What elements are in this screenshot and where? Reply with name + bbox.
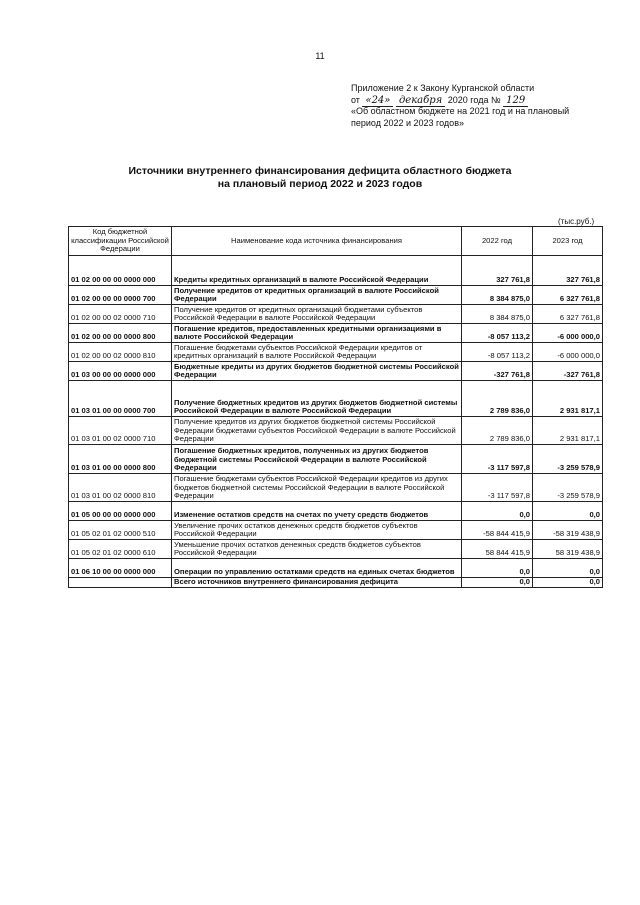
handwritten-day: «24» <box>362 95 393 107</box>
appendix-line-3: «Об областном бюджете на 2021 год и на плановый <box>351 106 570 116</box>
row-name: Уменьшение прочих остатков денежных средств бюджетов субъектов Российской Федерации <box>172 540 462 559</box>
row-name: Бюджетные кредиты из других бюджетов бюджетной системы Российской Федерации <box>172 362 462 381</box>
handwritten-month: декабря <box>396 95 445 107</box>
row-name: Всего источников внутреннего финансирования дефицита <box>172 578 462 588</box>
row-name: Изменение остатков средств на счетах по учету средств бюджетов <box>172 502 462 521</box>
row-code: 01 02 00 00 00 0000 700 <box>69 286 172 305</box>
row-value-2022: -8 057 113,2 <box>462 343 533 362</box>
row-value-2023: 58 319 438,9 <box>533 540 603 559</box>
appendix-header <box>351 83 631 129</box>
table-row <box>69 521 603 540</box>
units-label: (тыс.руб.) <box>558 217 595 226</box>
row-value-2022: 58 844 415,9 <box>462 540 533 559</box>
header-name: Наименование кода источника финансирования <box>172 227 462 256</box>
document-title <box>0 165 640 191</box>
table-row <box>69 324 603 343</box>
table-row <box>69 256 603 286</box>
appendix-line-2 <box>351 95 631 107</box>
row-name: Операции по управлению остатками средств на единых счетах бюджетов <box>172 559 462 578</box>
row-code <box>69 578 172 588</box>
table-row <box>69 362 603 381</box>
row-name: Увеличение прочих остатков денежных средств бюджетов субъектов Российской Федерации <box>172 521 462 540</box>
financing-sources-table <box>68 226 603 588</box>
row-value-2022: 2 789 836,0 <box>462 417 533 445</box>
row-value-2022: 8 384 875,0 <box>462 305 533 324</box>
date-from-label: от <box>351 94 360 105</box>
row-value-2022: -3 117 597,8 <box>462 445 533 474</box>
row-value-2023: 6 327 761,8 <box>533 305 603 324</box>
row-code: 01 03 01 00 02 0000 810 <box>69 474 172 502</box>
table-row <box>69 381 603 417</box>
row-name: Погашение кредитов, предоставленных кредитными организациями в валюте Российской Федерации <box>172 324 462 343</box>
row-value-2023: -58 319 438,9 <box>533 521 603 540</box>
title-line-1: Источники внутреннего финансирования дефицита областного бюджета <box>128 165 512 177</box>
table-row <box>69 286 603 305</box>
row-value-2022: 0,0 <box>462 559 533 578</box>
header-2023: 2023 год <box>533 227 603 256</box>
row-value-2023: 327 761,8 <box>533 256 603 286</box>
table-row <box>69 445 603 474</box>
row-value-2022: 0,0 <box>462 502 533 521</box>
row-value-2023: -6 000 000,0 <box>533 324 603 343</box>
row-value-2023: 0,0 <box>533 578 603 588</box>
row-name: Погашение бюджетами субъектов Российской Федерации кредитов из других бюджетов бюджетной системы Российской Федерации в валюте Российской Федерации <box>172 474 462 502</box>
table-row <box>69 540 603 559</box>
appendix-line-1: Приложение 2 к Закону Курганской области <box>351 83 535 93</box>
row-name: Погашение бюджетных кредитов, полученных из других бюджетов бюджетной системы Российской Федерации в валюте Российской Федерации <box>172 445 462 474</box>
row-code: 01 03 00 00 00 0000 000 <box>69 362 172 381</box>
row-code: 01 06 10 00 00 0000 000 <box>69 559 172 578</box>
row-value-2022: 327 761,8 <box>462 256 533 286</box>
table-body <box>69 256 603 588</box>
row-name: Получение бюджетных кредитов из других бюджетов бюджетной системы Российской Федерации в валюте Российской Федерации <box>172 381 462 417</box>
table-row <box>69 305 603 324</box>
row-value-2023: -6 000 000,0 <box>533 343 603 362</box>
row-value-2023: -327 761,8 <box>533 362 603 381</box>
row-value-2022: 2 789 836,0 <box>462 381 533 417</box>
row-value-2022: -8 057 113,2 <box>462 324 533 343</box>
header-2022: 2022 год <box>462 227 533 256</box>
row-code: 01 05 02 01 02 0000 510 <box>69 521 172 540</box>
handwritten-law-number: 129 <box>503 95 528 107</box>
title-line-2: на плановый период 2022 и 2023 годов <box>217 178 423 190</box>
table-row <box>69 502 603 521</box>
header-code: Код бюджетной классификации Российской Федерации <box>69 227 172 256</box>
row-value-2023: 2 931 817,1 <box>533 381 603 417</box>
table-row <box>69 343 603 362</box>
row-value-2023: 0,0 <box>533 502 603 521</box>
row-name: Получение кредитов от кредитных организаций бюджетами субъектов Российской Федерации в валюте Российской Федерации <box>172 305 462 324</box>
row-value-2022: 0,0 <box>462 578 533 588</box>
row-value-2022: -58 844 415,9 <box>462 521 533 540</box>
table-row <box>69 559 603 578</box>
table-row <box>69 578 603 588</box>
row-name: Получение кредитов из других бюджетов бюджетной системы Российской Федерации бюджетами субъектов Российской Федерации в валюте Российской Федерации <box>172 417 462 445</box>
row-code: 01 02 00 00 00 0000 000 <box>69 256 172 286</box>
row-code: 01 05 00 00 00 0000 000 <box>69 502 172 521</box>
row-value-2022: 8 384 875,0 <box>462 286 533 305</box>
page-number: 11 <box>315 51 325 61</box>
row-code: 01 02 00 00 00 0000 800 <box>69 324 172 343</box>
row-value-2023: 2 931 817,1 <box>533 417 603 445</box>
row-value-2023: 6 327 761,8 <box>533 286 603 305</box>
row-name: Кредиты кредитных организаций в валюте Российской Федерации <box>172 256 462 286</box>
appendix-line-4: период 2022 и 2023 годов» <box>351 117 464 128</box>
row-code: 01 02 00 00 02 0000 810 <box>69 343 172 362</box>
row-code: 01 03 01 00 00 0000 800 <box>69 445 172 474</box>
row-value-2022: -3 117 597,8 <box>462 474 533 502</box>
row-name: Получение кредитов от кредитных организаций в валюте Российской Федерации <box>172 286 462 305</box>
table-row <box>69 474 603 502</box>
table-row <box>69 417 603 445</box>
row-name: Погашение бюджетами субъектов Российской Федерации кредитов от кредитных организаций в валюте Российской Федерации <box>172 343 462 362</box>
row-code: 01 05 02 01 02 0000 610 <box>69 540 172 559</box>
row-code: 01 03 01 00 00 0000 700 <box>69 381 172 417</box>
row-value-2022: -327 761,8 <box>462 362 533 381</box>
row-code: 01 02 00 00 02 0000 710 <box>69 305 172 324</box>
row-value-2023: -3 259 578,9 <box>533 445 603 474</box>
row-code: 01 03 01 00 02 0000 710 <box>69 417 172 445</box>
row-value-2023: -3 259 578,9 <box>533 474 603 502</box>
year-text: 2020 года № <box>447 94 501 105</box>
row-value-2023: 0,0 <box>533 559 603 578</box>
